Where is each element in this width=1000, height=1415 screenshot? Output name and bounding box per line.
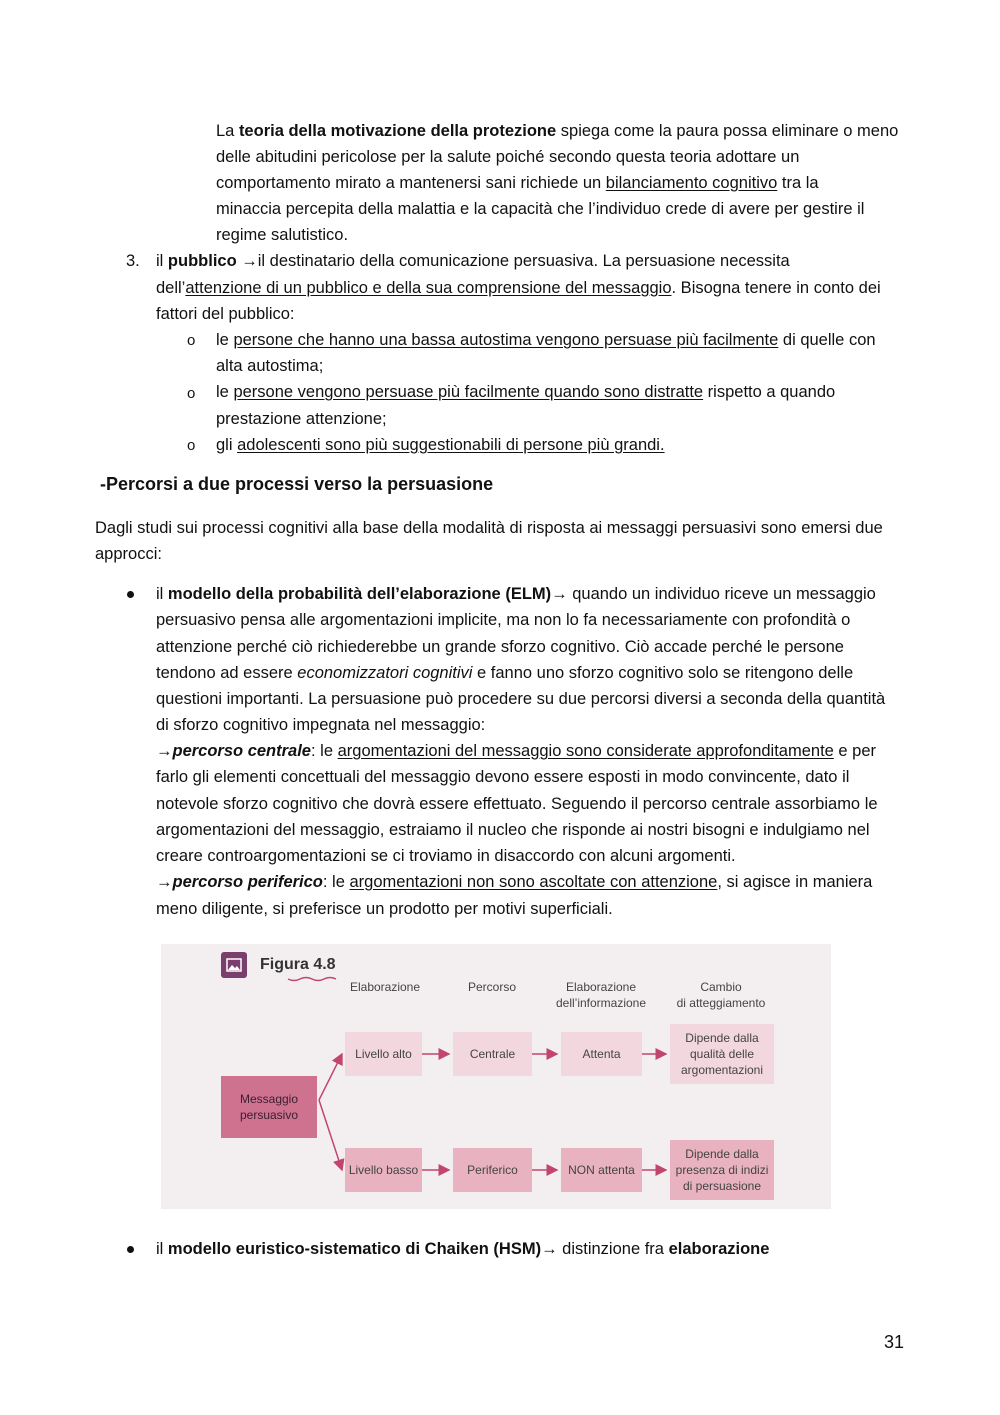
sub-bullet-2-line-2: prestazione attenzione; (216, 410, 387, 428)
elm-line-4: tendono ad essere economizzatori cognitivi e fanno uno sforzo cognitivo solo se ritengono delle (156, 664, 854, 682)
intro-line-3: comportamento mirato a mantenersi sani richiede un bilanciamento cognitivo tra la (216, 174, 819, 192)
intro-line-1: La teoria della motivazione della protezione spiega come la paura possa eliminare o meno (216, 122, 899, 140)
bullet-dot (127, 1246, 134, 1253)
sub-bullet-3: gli adolescenti sono più suggestionabili di persone più grandi. (216, 436, 665, 454)
intro2-line-2: approcci: (95, 545, 162, 563)
sub-bullet-1: le persone che hanno una bassa autostima vengono persuase più facilmente di quelle con (216, 331, 876, 349)
bullet-o: o (187, 332, 196, 349)
list-number: 3. (126, 252, 140, 270)
elm-line-6: di sforzo cognitivo impegnata nel messaggio: (156, 716, 486, 734)
node-messaggio-persuasivo: Messaggio persuasivo (221, 1076, 317, 1138)
header-elaborazione: Elaborazione (349, 980, 421, 994)
node-dipende-qualita: Dipende dalla qualità delle argomentazioni (670, 1024, 774, 1084)
peripheral-route-line-2: meno diligente, si preferisce un prodotto per motivi superficiali. (156, 900, 613, 918)
hsm-line: il modello euristico-sistematico di Chaiken (HSM)→ distinzione fra elaborazione (156, 1240, 770, 1258)
node-livello-alto: Livello alto (345, 1032, 422, 1076)
figure-4-8 (161, 944, 831, 1209)
bullet-dot (127, 591, 134, 598)
central-route-line-1: →percorso centrale: le argomentazioni del messaggio sono considerate approfonditamente e per (156, 742, 877, 760)
header-percorso: Percorso (467, 980, 517, 994)
elm-line-3: attenzione perché ciò richiederebbe un grande sforzo cognitivo. Ciò accade perché le persone (156, 638, 844, 656)
sub-bullet-2: le persone vengono persuase più facilmente quando sono distratte rispetto a quando (216, 383, 836, 401)
peripheral-route-line-1: →percorso periferico: le argomentazioni non sono ascoltate con attenzione, si agisce in maniera (156, 873, 873, 891)
item3-line-1: il pubblico →il destinatario della comunicazione persuasiva. La persuasione necessita (156, 252, 790, 270)
node-livello-basso: Livello basso (345, 1148, 422, 1192)
node-non-attenta: NON attenta (561, 1148, 642, 1192)
central-route-line-5: creare controargomentazioni se ci troviamo in disaccordo con alcuni argomenti. (156, 847, 736, 865)
sub-bullet-1-line-2: alta autostima; (216, 357, 324, 375)
node-centrale: Centrale (453, 1032, 532, 1076)
image-icon (221, 952, 247, 978)
elm-line-5: questioni importanti. La persuasione può procedere su due percorsi diversi a seconda della quantità (156, 690, 886, 708)
intro-line-5: regime salutistico. (216, 226, 349, 244)
central-route-line-4: argomentazioni del messaggio, estraiamo il nucleo che risponde ai nostri bisogni e indulgiamo nel (156, 821, 870, 839)
section-heading: -Percorsi a due processi verso la persuasione (100, 474, 494, 494)
intro2-line-1: Dagli studi sui processi cognitivi alla base della modalità di risposta ai messaggi persuasivi sono emersi due (95, 519, 883, 537)
bullet-o: o (187, 385, 196, 402)
item3-line-3: fattori del pubblico: (156, 305, 295, 323)
item3-line-2: dell’attenzione di un pubblico e della sua comprensione del messaggio. Bisogna tenere in conto dei (156, 279, 881, 297)
elm-line-1: il modello della probabilità dell’elaborazione (ELM)→ quando un individuo riceve un messaggio (156, 585, 876, 603)
central-route-line-2: farlo gli elementi concettuali del messaggio devono essere esposti in modo convincente, dato il (156, 768, 850, 786)
central-route-line-3: notevole sforzo cognitivo che dovrà essere effettuato. Seguendo il percorso centrale assorbiamo le (156, 795, 878, 813)
elm-line-2: persuasivo pensa alle argomentazioni implicite, ma non lo fa necessariamente con profondità o (156, 611, 851, 629)
figure-title: Figura 4.8 (260, 956, 336, 973)
node-dipende-presenza: Dipende dalla presenza di indizi di persuasione (670, 1140, 774, 1200)
node-attenta: Attenta (561, 1032, 642, 1076)
header-cambio: Cambio di atteggiamento (676, 980, 766, 1010)
intro-line-2: delle abitudini pericolose per la salute poiché secondo questa teoria adottare un (216, 148, 800, 166)
bullet-o: o (187, 437, 196, 454)
intro-line-4: minaccia percepita della malattia e la capacità che l’individuo crede di avere per gestire il (216, 200, 865, 218)
node-periferico: Periferico (453, 1148, 532, 1192)
page-number: 31 (884, 1332, 905, 1352)
header-elaborazione-info: Elaborazione dell’informazione (555, 980, 647, 1010)
